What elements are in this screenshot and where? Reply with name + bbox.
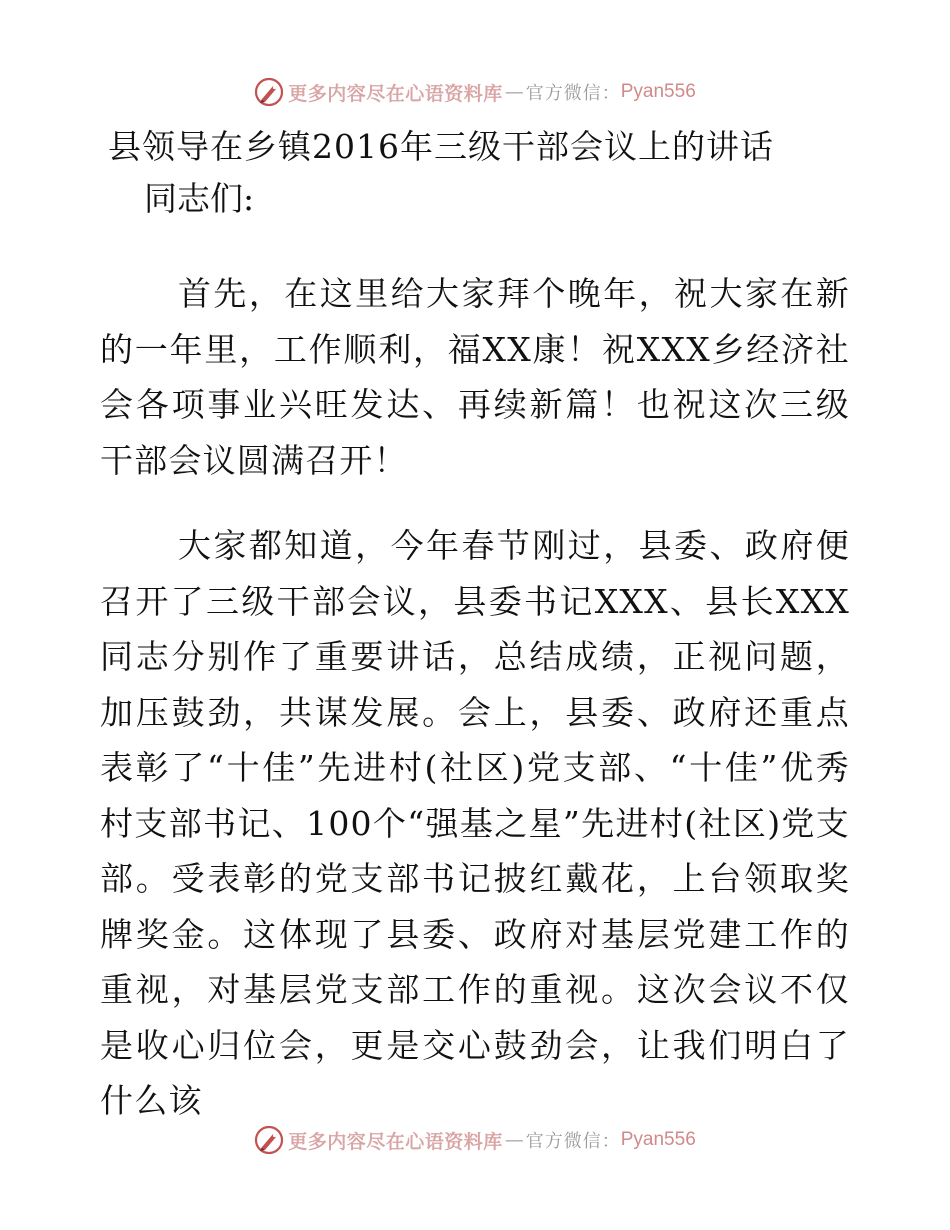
watermark-id: Pyan556	[620, 1129, 696, 1150]
watermark-text: 更多内容尽在心语资料库	[288, 1130, 503, 1153]
paragraph-2: 大家都知道，今年春节刚过，县委、政府便召开了三级干部会议，县委书记XXX、县长XXX同志分别作了重要讲话，总结成绩，正视问题，加压鼓劲，共谋发展。会上，县委、政府还重点表彰了“十佳”先进村(社区)党支部、“十佳”优秀村支部书记、100个“强基之星”先进村(社区)党支部。受表彰的党支部书记披红戴花，上台领取奖牌奖金。这体现了县委、政府对基层党建工作的重视，对基层党支部工作的重视。这次会议不仅是收心归位会，更是交心鼓劲会，让我们明白了什么该	[100, 526, 850, 1120]
watermark-separator: —	[504, 1129, 524, 1151]
paragraph-1: 首先，在这里给大家拜个晚年，祝大家在新的一年里，工作顺利，福XX康！祝XXX乡经济社会各项事业兴旺发达、再续新篇！也祝这次三级干部会议圆满召开！	[100, 274, 850, 480]
document-title: 县领导在乡镇2016年三级干部会议上的讲话	[108, 127, 774, 166]
pen-logo-icon	[254, 77, 284, 107]
watermark-label: 官方微信：	[525, 83, 621, 104]
watermark-footer	[0, 1120, 950, 1160]
watermark-separator: —	[504, 81, 524, 103]
watermark-id: Pyan556	[620, 81, 696, 102]
pen-logo-icon	[254, 1125, 284, 1155]
salutation: 同志们:	[144, 179, 255, 218]
watermark-text: 更多内容尽在心语资料库	[288, 82, 503, 105]
watermark-header	[0, 72, 950, 112]
watermark-label: 官方微信：	[525, 1131, 621, 1152]
